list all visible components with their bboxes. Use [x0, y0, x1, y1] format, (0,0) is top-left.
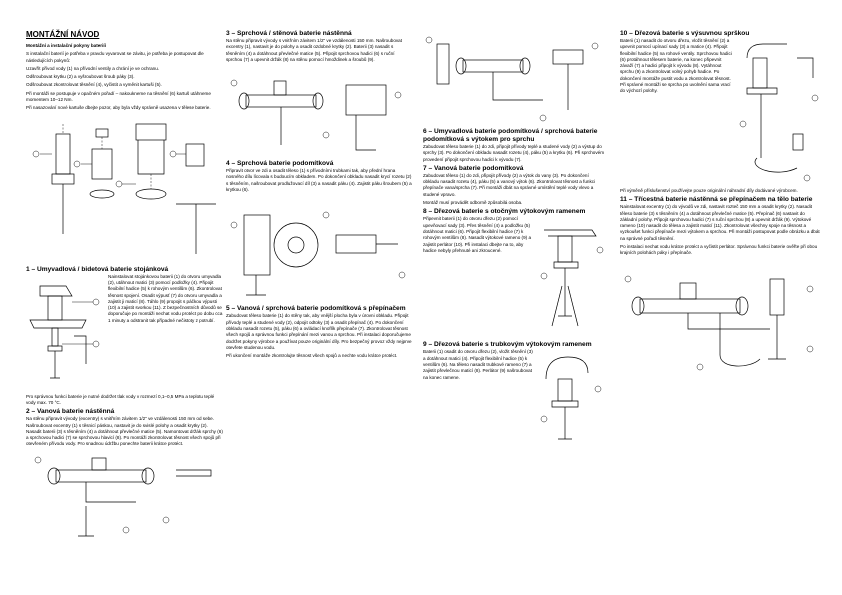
cartridge-illustration — [26, 114, 223, 266]
wall-mixer-illustration — [423, 30, 606, 128]
section-tail: Při výměně příslušenství používejte pouze originální náhradní díly dodávané výrobcem. — [620, 188, 798, 193]
section-heading: 3 – Sprchová / stěnová baterie nástěnná — [226, 30, 352, 37]
section-text: Zabudovat těleso baterie (1) do zdi, připojit přívody teplé a studené vody (2) a výstup do sprchy (3). Po dokončení obkladu nasadit rozetu (4), páku (5) a krytku (6). Při sprchovém provedení připojit sprchovou hadici k vývodu (7). — [423, 144, 605, 162]
column-3 — [423, 30, 606, 449]
section-heading: 9 – Dřezová baterie s trubkovým výtokovým ramenem — [423, 341, 592, 349]
three-way-mixer-illustration — [620, 259, 821, 379]
section-text: Nainstalovat stojánkovou baterii (1) do otvoru umyvadla (2), utáhnout matici (3) pomocí podložky (4). Připojit flexibilní hadice (5) k rohovým ventilům (6). Zkontrolovat těsnost spojení. Osadit výpusť (7) do otvoru umyvadla a zajistit ji maticí (8). Táhlo (9) propojit s páčkou výpusti (10) a zajistit svorkou (11). Z bezpečnostních důvodů se doporučuje po montáži nechat vodu protéct po dobu cca 1 minuty a odstranit tak případné nečistoty z potrubí. — [108, 273, 223, 323]
intro-line: Při nasazování nové kartuše dbejte pozor, aby byla vždy správně usazena v tělese baterie. — [26, 105, 211, 111]
section-heading: 1 – Umyvadlová / bidetová baterie stojánková — [26, 265, 169, 273]
bath-mixer-illustration — [26, 450, 223, 545]
intro-line: Odšroubovat krytku (2) a vyšroubovat šroub páky (3). — [26, 74, 135, 80]
section-tail: Pro správnou funkci baterie je nutné dodržet tlak vody v rozmezí 0,1–0,5 MPa a teplotu teplé vody max. 70 °C. — [26, 393, 215, 405]
section-heading: 10 – Dřezová baterie s výsuvnou sprškou — [620, 30, 750, 37]
section-text: Baterii (1) osadit do otvoru dřezu (2), vložit těsnění (3) a dotáhnout matici (4). Připojit flexibilní hadice (5) k ventilům (6). Na těleso nasadit trubkové rameno (7) a zajistit převlečnou maticí (8). Perlátor (9) našroubovat na konec ramene. — [423, 349, 533, 380]
section-text: Na stěnu připravit vývody s vnitřním závitem 1/2" ve vzdálenosti 150 mm. Našroubovat excentry (1), nastavit je do polohy a osadit ozdobné krytky (2). Baterii (3) nasadit s těsněním (4) a dotáhnout převlečné matice (5). Připojit sprchovou hadici (6) s ruční sprchou (7) a upevnit držák (8) na stěnu pomocí hmoždinek a šroubů (9). — [226, 38, 403, 62]
section-text: Připevnit baterii (1) do otvoru dřezu (2) pomocí upevňovací sady (3). Přes těsnění (4) a podložku (5) dotáhnout matici (6). Připojit flexibilní hadice (7) k rohovým ventilům (8). Nasadit výtokové rameno (9) a zajistit perlátor (10). Při instalaci dbejte na to, aby hadice nebyly přehnuté ani zkroucené. — [423, 216, 531, 253]
section-heading: 2 – Vanová baterie nástěnná — [26, 408, 115, 416]
doc-title: MONTÁŽNÍ NÁVOD — [26, 30, 100, 39]
column-4 — [620, 30, 821, 379]
intro-line: Při montáži se postupuje v opačném pořadí – nakoukneme na těsnění (6) kartuš utáhneme momentem 10–12 Nm. — [26, 90, 211, 103]
section-heading: 4 – Sprchová baterie podomítková — [226, 160, 334, 168]
column-2 — [226, 30, 412, 361]
intro-line: Uzavřít přívod vody (1) na přívodní ventily a chrání je ve ochranu. — [26, 65, 160, 71]
section-text: Připravit otvor ve zdi a osadit těleso (1) s přívodními trubkami tak, aby přední hrana nosného dílu lícovala s budoucím obkladem. Po dokončení obkladu nasadit krycí rozetu (2) s těsněním, našroubovat prodlužovací díl (3) a nasadit páku (4). Zajistit páku šroubem (5) a krytkou (6). — [226, 168, 412, 193]
section-heading: 11 – Třícestná baterie nástěnná se přepínačem na tělo baterie — [620, 196, 813, 204]
swivel-sink-mixer-illustration — [538, 216, 606, 341]
section-tail: Montáž musí provádět odborně způsobilá osoba. — [423, 200, 523, 206]
pullout-spray-illustration — [737, 38, 821, 188]
concealed-shower-illustration — [226, 195, 412, 305]
section-tail: Po instalaci nechat vodu krátce protéct a vyčistit perlátor. Správnou funkci baterie ověřte při obou krajních polohách páky i přepínače. — [620, 244, 818, 256]
section-heading: 6 – Umyvadlová baterie podomítková / sprchová baterie podomítková s výtokem pro sprchu — [423, 128, 598, 143]
section-tail: Při ukončení montáže zkontrolujte těsnost všech spojů a nechte vodu krátce protéct. — [226, 353, 398, 359]
section-heading: 7 – Vanová baterie podomítková — [423, 164, 524, 172]
column-1 — [26, 30, 223, 545]
section-heading: 8 – Dřezová baterie s otočným výtokovým ramenem — [423, 208, 586, 216]
tube-spout-mixer-illustration — [538, 349, 606, 449]
basin-mixer-illustration — [26, 274, 108, 394]
intro-line: S instalační baterií je potřeba v pravdu vyvarovat se závitu, je potřeba je postupovat dle následujících pokynů: — [26, 51, 204, 63]
section-text: Nainstalovat excentry (1) do vývodů ve zdi, nastavit rozteč 150 mm a osadit krytky (2). Nasadit těleso baterie (3) s těsněním (4) a dotáhnout převlečné matice (5). Přepínač (6) nastavit do základní polohy. Připojit sprchovou hadici (7) s ruční sprchou (8) a upevnit držák (9). Výtokové rameno (10) nasadit do tělesa a zajistit maticí (11). Zkontrolovat všechny spoje na těsnost a vyzkoušet funkci přepínače mezi výtokem a sprchou. Při montáži postupovat podle obrázku a dbát na správné pořadí těsnění. — [620, 204, 820, 241]
shower-mixer-illustration — [226, 65, 412, 160]
section-heading: 5 – Vanová / sprchová baterie podomítková s přepínačem — [226, 305, 406, 313]
section-text: Na stěnu připravit vývody (excentry) s vnitřním závitem 1/2" ve vzdálenosti 150 mm od sebe. Našroubovat excentry (1) s těsnicí páskou, nastavit je do svislé polohy a osadit krytky (2). Nasadit baterii (3) s těsněním (4) a dotáhnout převlečné matice (5). Namontovat držák sprchy (6) a sprchovou hadici (7) se sprchovou hlavicí (8). Po montáži zkontrolovat těsnost všech spojů při otevřeném přívodu vody. Pro snadnou údržbu ponechte baterii krátce protéct. — [26, 416, 223, 447]
intro-line: Odšroubovat zkontrolovat těsnění (4), vyčistit a vyměnit kartuši (5). — [26, 82, 162, 88]
section-text: Zabudovat těleso (1) do zdi, připojit přívody (2) a výtok do vany (3). Po dokončení obkladu nasadit rozetu (4), páku (5) a vanový výtok (6). Zkontrolovat těsnost a funkci přepínače vana/sprcha (7). Při montáži dbát na správné umístění teplé vody vlevo a studené vpravo. — [423, 172, 596, 197]
intro-heading: Montážní a instalační pokyny bateriíí — [26, 43, 106, 48]
section-text: Baterii (1) nasadit do otvoru dřezu, vložit těsnění (2) a upevnit pomocí upínací sady (3) a matice (4). Připojit flexibilní hadice (5) na rohové ventily. Sprchovou hadici (6) protáhnout tělesem baterie, na konec připevnit závaží (7) a hadici připojit k vývodu (8). Vytáhnout sprchu (9) a zkontrolovat volný pohyb hadice. Po dokončení montáže pustit vodu a zkontrolovat těsnost. Při správné montáži se sprcha po uvolnění sama vrací do výchozí polohy. — [620, 38, 732, 94]
section-text: Zabudovat těleso baterie (1) do stěny tak, aby vnější plocha byla v úrovni obkladu. Připojit přívody teplé a studené vody (2), odpojit odtoky (3) a osadit přepínač (4). Po dokončení obkladu nasadit rozetu (5), páku (6) a ovládací knoflík přepínače (7). Zkontrolovat těsnost všech spojů a správnou funkci přepínání mezi vanou a sprchou. Při instalaci doporučujeme dodržet pokyny výrobce a používat pouze originální díly. Pro bezpečný provoz vždy nejprve otevřete studenou vodu. — [226, 313, 412, 350]
